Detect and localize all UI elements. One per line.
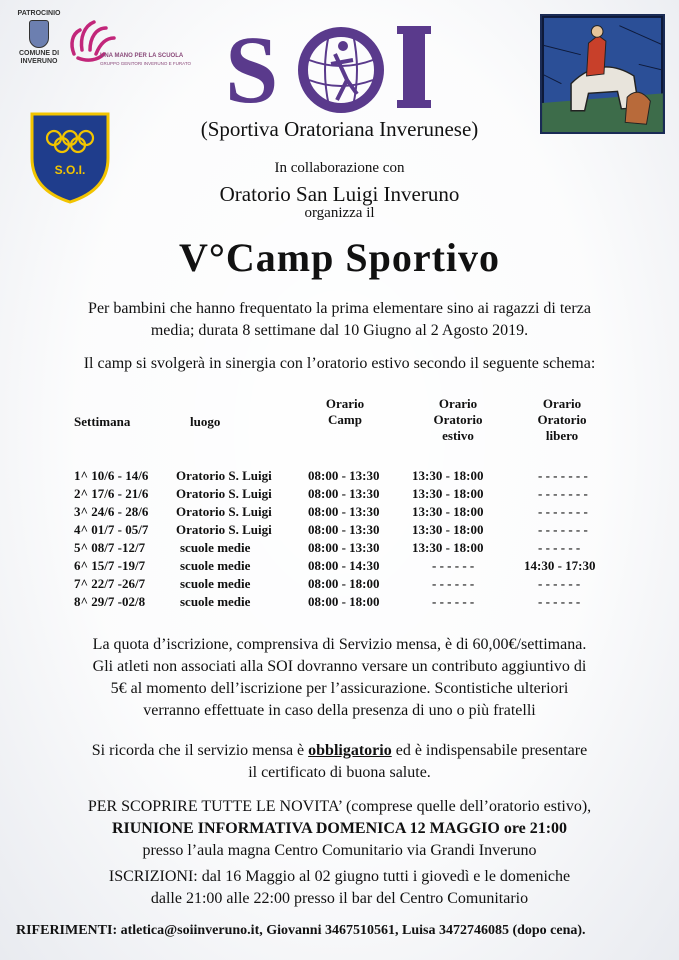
header-settimana: Settimana (74, 414, 131, 429)
libero-cell: - - - - - - (538, 594, 581, 609)
libero-cell: 14:30 - 17:30 (524, 558, 596, 573)
place-cell: Oratorio S. Luigi (176, 486, 272, 501)
org-subtitle: (Sportiva Oratoriana Inverunese) (200, 117, 479, 141)
meeting-line: PER SCOPRIRE TUTTE LE NOVITA’ (comprese quelle dell’oratorio estivo), (87, 798, 592, 815)
table-row (60, 486, 640, 504)
week-cell: 4^ 01/7 - 05/7 (74, 522, 149, 537)
libero-cell: - - - - - - - (538, 486, 588, 501)
organizza-text: organizza il (304, 205, 375, 221)
soi-logo-icon (225, 20, 445, 116)
camp-cell: 08:00 - 13:30 (308, 504, 380, 519)
mensa-obbligatorio: obbligatorio (308, 742, 392, 759)
iscrizioni-line: dalle 21:00 alle 22:00 presso il bar del Centro Comunitario (150, 890, 529, 907)
oratorio-name: Oratorio San Luigi Inveruno (219, 182, 460, 206)
place-cell: scuole medie (180, 540, 251, 555)
estivo-cell: - - - - - - (432, 594, 475, 609)
mensa-pre: Si ricorda che il servizio mensa è (91, 742, 309, 759)
mensa-line-2: il certificato di buona salute. (248, 764, 431, 781)
header-estivo-line: Oratorio (433, 412, 483, 427)
header-estivo (418, 396, 498, 444)
iscrizioni-line: ISCRIZIONI: dal 16 Maggio al 02 giugno tutti i giovedì e le domeniche (108, 868, 571, 885)
iscrizioni-paragraph (0, 866, 679, 910)
camp-cell: 08:00 - 13:30 (308, 540, 380, 555)
header-camp-line: Camp (328, 412, 362, 427)
libero-cell: - - - - - - (538, 540, 581, 555)
meeting-highlight: RIUNIONE INFORMATIVA DOMENICA 12 MAGGIO ore 21:00 (111, 820, 568, 837)
week-cell: 1^ 10/6 - 14/6 (74, 468, 149, 483)
header-luogo: luogo (190, 414, 221, 429)
place-cell: scuole medie (180, 576, 251, 591)
intro-schema-line: Il camp si svolgerà in sinergia con l’oratorio estivo secondo il seguente schema: (83, 355, 596, 372)
week-cell: 6^ 15/7 -19/7 (74, 558, 146, 573)
unamano-sublabel: GRUPPO GENITORI INVERUNO E FURATO (100, 61, 192, 66)
header-estivo-line: Orario (438, 396, 478, 411)
header-libero (522, 396, 602, 444)
week-cell: 2^ 17/6 - 21/6 (74, 486, 149, 501)
estivo-cell: 13:30 - 18:00 (412, 504, 484, 519)
header-libero-line: Oratorio (537, 412, 587, 427)
place-cell: Oratorio S. Luigi (176, 522, 272, 537)
collab-text: In collaborazione con (274, 160, 405, 176)
fee-line: verranno effettuate in caso della presenza di uno o più fratelli (143, 702, 536, 719)
estivo-cell: 13:30 - 18:00 (412, 522, 484, 537)
estivo-cell: 13:30 - 18:00 (412, 540, 484, 555)
week-cell: 5^ 08/7 -12/7 (74, 540, 146, 555)
camp-cell: 08:00 - 13:30 (308, 522, 380, 537)
libero-cell: - - - - - - - (538, 504, 588, 519)
header-estivo-line: estivo (442, 428, 474, 443)
fee-line: 5€ al momento dell’iscrizione per l’assicurazione. Scontistiche ulteriori (110, 680, 569, 697)
estivo-cell: 13:30 - 18:00 (412, 486, 484, 501)
intro-paragraph (0, 298, 679, 342)
estivo-cell: - - - - - - (432, 576, 475, 591)
fee-line: Gli atleti non associati alla SOI dovranno versare un contributo aggiuntivo di (92, 658, 587, 675)
header-camp-line: Orario (325, 396, 365, 411)
patrocinio-block (14, 10, 64, 66)
mensa-line (0, 740, 679, 762)
table-row (60, 594, 640, 612)
libero-cell: - - - - - - - (538, 522, 588, 537)
camp-cell: 08:00 - 18:00 (308, 594, 380, 609)
meeting-line: presso l’aula magna Centro Comunitario via Grandi Inveruno (142, 842, 537, 859)
mensa-paragraph (0, 740, 679, 784)
week-cell: 3^ 24/6 - 28/6 (74, 504, 149, 519)
table-row (60, 522, 640, 540)
camp-cell: 08:00 - 18:00 (308, 576, 380, 591)
svg-text:S.O.I.: S.O.I. (54, 163, 86, 177)
header-libero-line: libero (545, 428, 579, 443)
place-cell: scuole medie (180, 558, 251, 573)
table-row (60, 576, 640, 594)
place-cell: scuole medie (180, 594, 251, 609)
table-row (60, 558, 640, 576)
table-row (60, 468, 640, 486)
camp-cell: 08:00 - 13:30 (308, 468, 380, 483)
fee-line: La quota d’iscrizione, comprensiva di Servizio mensa, è di 60,00€/settimana. (92, 636, 587, 653)
intro-line: Per bambini che hanno frequentato la prima elementare sino ai ragazzi di terza (88, 300, 591, 317)
libero-cell: - - - - - - (538, 576, 581, 591)
meeting-paragraph (0, 796, 679, 862)
header-libero-line: Orario (542, 396, 582, 411)
stained-glass-image (540, 14, 665, 134)
svg-text:S: S (225, 20, 279, 116)
week-cell: 7^ 22/7 -26/7 (74, 576, 146, 591)
event-title: V°Camp Sportivo (178, 235, 500, 280)
camp-cell: 08:00 - 14:30 (308, 558, 380, 573)
header-camp (320, 396, 370, 428)
table-row (60, 504, 640, 522)
riferimenti-contacts: RIFERIMENTI: atletica@soiinveruno.it, Giovanni 3467510561, Luisa 3472746085 (dopo cena). (16, 923, 586, 938)
comune-label: COMUNE DI INVERUNO (18, 50, 60, 65)
patrocinio-label: PATROCINIO (17, 10, 61, 17)
estivo-cell: 13:30 - 18:00 (412, 468, 484, 483)
unamano-label: UNA MANO PER LA SCUOLA (100, 53, 184, 59)
table-row (60, 540, 640, 558)
libero-cell: - - - - - - - (538, 468, 588, 483)
place-cell: Oratorio S. Luigi (176, 468, 272, 483)
week-cell: 8^ 29/7 -02/8 (74, 594, 146, 609)
coat-of-arms-icon (29, 20, 49, 48)
fee-paragraph (0, 634, 679, 722)
camp-cell: 08:00 - 13:30 (308, 486, 380, 501)
hand-logo-icon (64, 14, 224, 68)
estivo-cell: - - - - - - (432, 558, 475, 573)
intro-line: media; durata 8 settimane dal 10 Giugno al 2 Agosto 2019. (150, 322, 529, 339)
place-cell: Oratorio S. Luigi (176, 504, 272, 519)
mensa-post: ed è indispensabile presentare (391, 742, 588, 759)
